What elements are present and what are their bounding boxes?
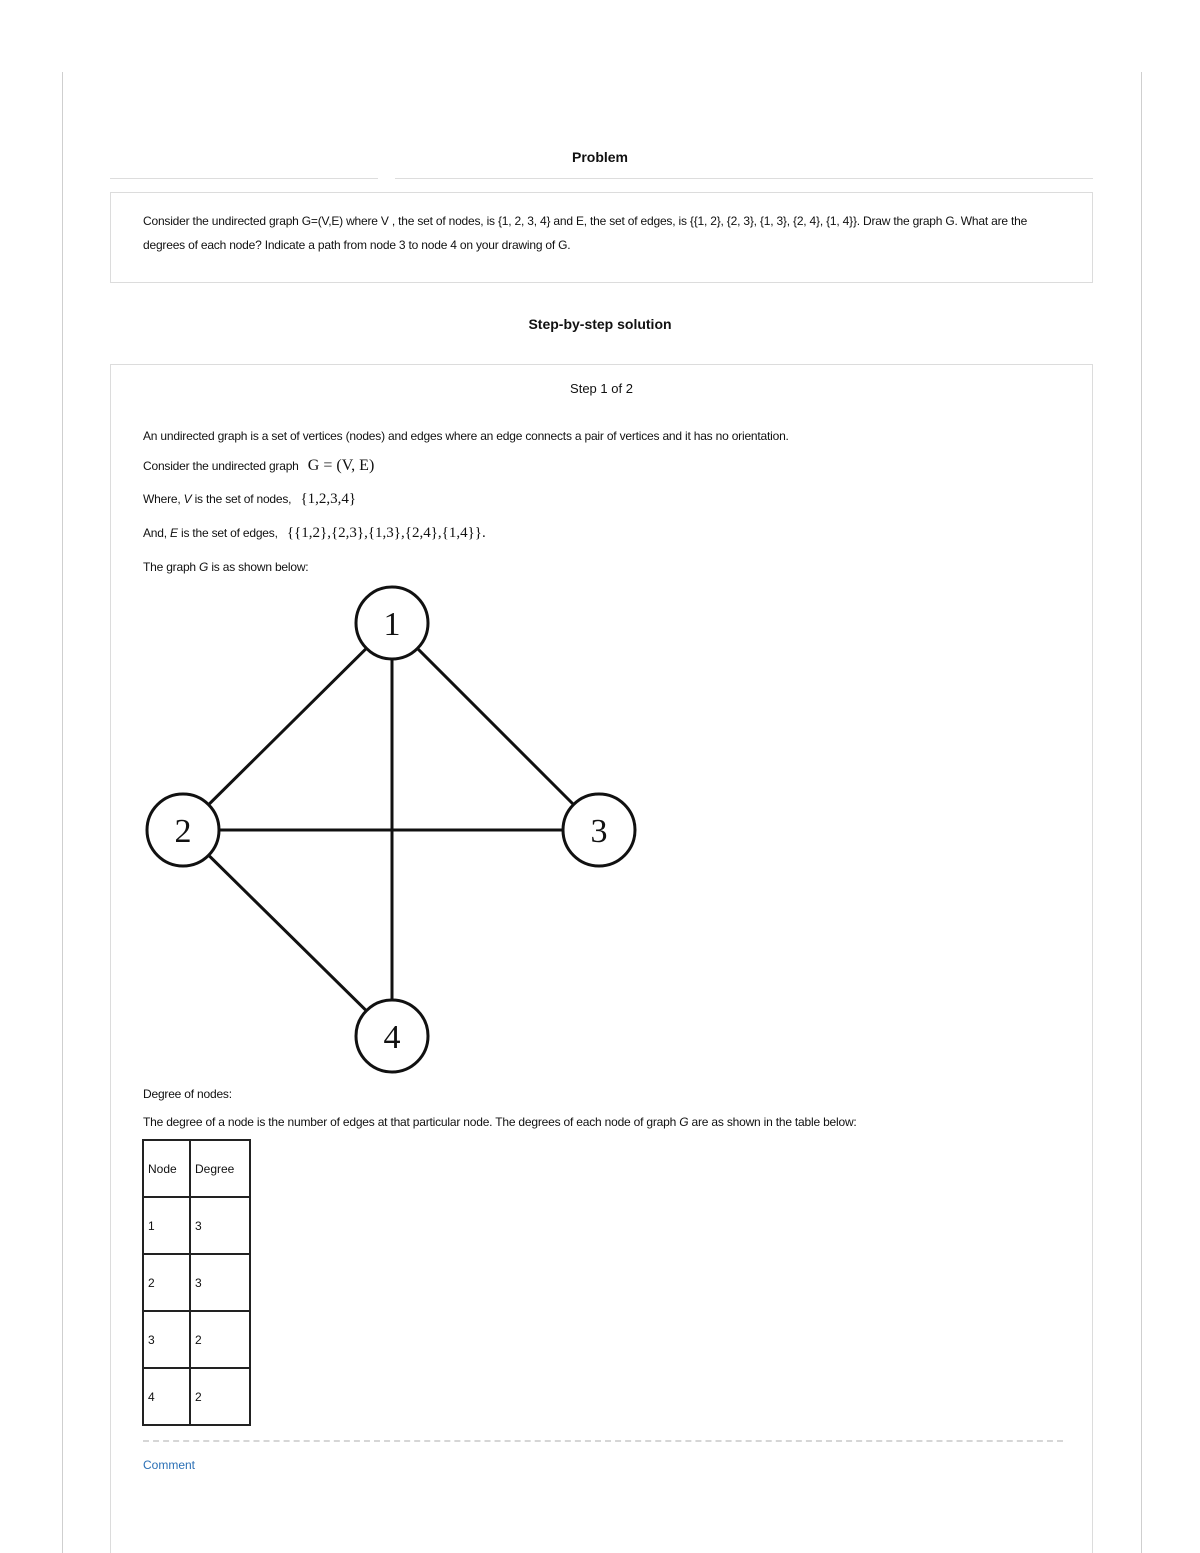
graph-edge-1-3: [392, 623, 599, 830]
step-label: Step 1 of 2: [570, 381, 633, 396]
problem-heading: Problem: [571, 149, 628, 165]
graph-definition-math: G = (V, E): [307, 457, 375, 474]
heading-divider: [395, 178, 1093, 179]
table-cell: 2: [190, 1311, 250, 1368]
graph-text: is as shown below:: [211, 560, 309, 574]
table-cell: 3: [190, 1254, 250, 1311]
consider-line: [143, 457, 374, 475]
table-header-cell: Node: [143, 1140, 190, 1197]
graph-diagram: [135, 581, 655, 1081]
and-prefix: And,: [143, 526, 167, 540]
table-cell: 3: [143, 1311, 190, 1368]
graph-edges: [183, 623, 599, 1036]
intro-text: An undirected graph is a set of vertices (nodes) and edges where an edge connects a pair of vertices and it has no orientation.: [143, 429, 789, 443]
table-cell: 2: [190, 1368, 250, 1425]
degree-text-b: are as shown in the table below:: [691, 1115, 857, 1129]
degree-text: [143, 1115, 857, 1129]
table-cell: 3: [190, 1197, 250, 1254]
where-text: is the set of nodes,: [194, 492, 292, 506]
graph-node-label-1: 1: [383, 606, 401, 643]
table-row: [143, 1311, 250, 1368]
graph-caption: [143, 560, 308, 574]
where-prefix: Where,: [143, 492, 181, 506]
and-var: E: [170, 526, 178, 540]
solution-heading: Step-by-step solution: [528, 316, 672, 332]
table-row: [143, 1368, 250, 1425]
table-cell: 1: [143, 1197, 190, 1254]
problem-text: Consider the undirected graph G=(V,E) where V , the set of nodes, is {1, 2, 3, 4} and E, the set of edges, is {{1, 2}, {2, 3}, {1, 3}, {2, 4}, {1, 4}}. Draw the graph G. What are the degrees of each node? Indicate a path from node 3 to node 4 on your drawing of G.: [143, 214, 1028, 252]
where-line: [143, 491, 356, 508]
graph-node-label-4: 4: [383, 1019, 401, 1056]
node-set-math: {1,2,3,4}: [300, 491, 357, 507]
graph-node-label-2: 2: [174, 813, 192, 850]
page-border-left: [62, 72, 63, 1553]
graph-edge-2-4: [183, 830, 392, 1036]
table-cell: 4: [143, 1368, 190, 1425]
degree-text-a: The degree of a node is the number of edges at that particular node. The degrees of each node of graph: [143, 1115, 677, 1129]
table-row: [143, 1254, 250, 1311]
table-header-row: [143, 1140, 250, 1197]
degree-table: [142, 1139, 251, 1426]
comment-link[interactable]: Comment: [143, 1458, 196, 1472]
edge-set-math: {{1,2},{2,3},{1,3},{2,4},{1,4}}.: [286, 525, 486, 541]
where-var: V: [183, 492, 192, 506]
graph-var: G: [199, 560, 209, 574]
table-cell: 2: [143, 1254, 190, 1311]
page-border-right: [1141, 72, 1142, 1553]
table-row: [143, 1197, 250, 1254]
consider-prefix: Consider the undirected graph: [143, 459, 299, 473]
graph-node-label-3: 3: [590, 813, 608, 850]
problem-box: [110, 192, 1093, 283]
and-line: [143, 525, 486, 542]
table-header-cell: Degree: [190, 1140, 250, 1197]
solution-box: [110, 364, 1093, 1553]
degree-heading: Degree of nodes:: [143, 1087, 232, 1101]
graph-edge-1-2: [183, 623, 392, 830]
graph-prefix: The graph: [143, 560, 196, 574]
heading-divider: [110, 178, 378, 179]
and-text: is the set of edges,: [180, 526, 278, 540]
step-divider: [143, 1440, 1063, 1442]
degree-var: G: [679, 1115, 689, 1129]
